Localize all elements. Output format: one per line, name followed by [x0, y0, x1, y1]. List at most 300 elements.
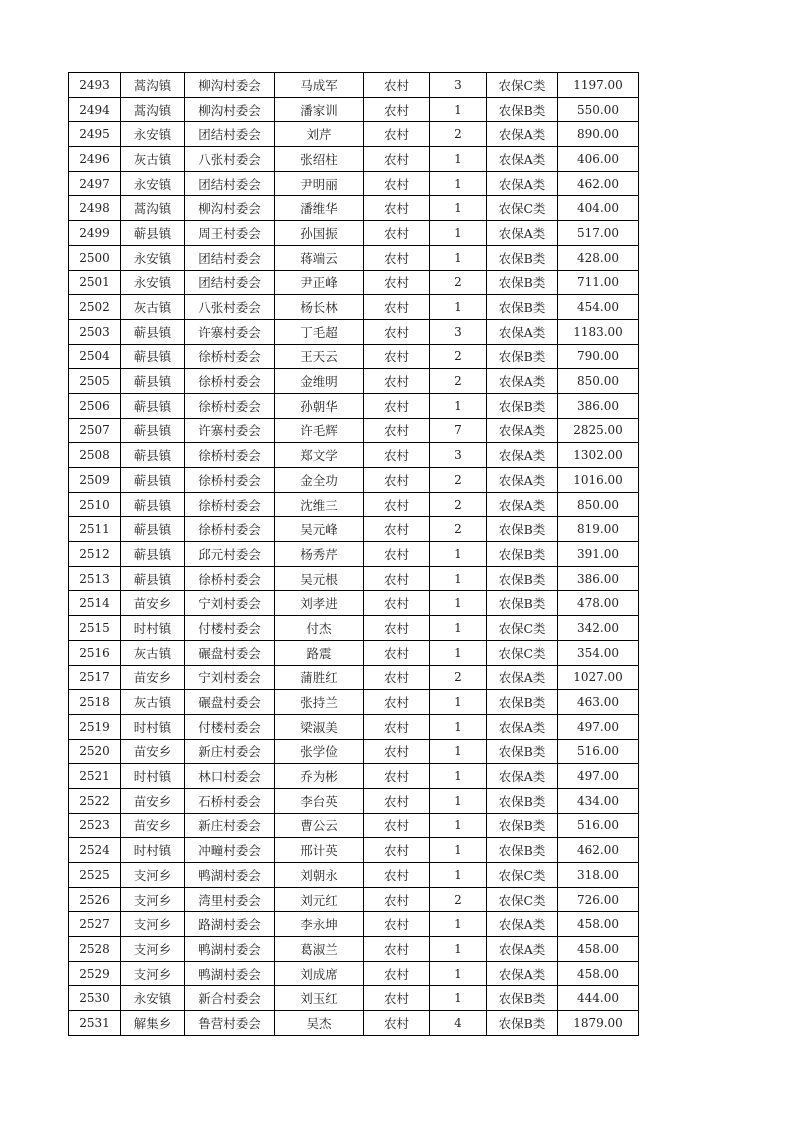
table-row: [69, 270, 639, 295]
amount-cell: 1879.00: [558, 1011, 639, 1036]
amount-cell: 354.00: [558, 640, 639, 665]
person-name-cell: 蒲胜红: [275, 665, 364, 690]
table-row: [69, 690, 639, 715]
amount-cell: 478.00: [558, 591, 639, 616]
table-row: [69, 665, 639, 690]
person-name-cell: 尹正峰: [275, 270, 364, 295]
household-type-cell: 农村: [364, 492, 430, 517]
person-name-cell: 付杰: [275, 616, 364, 641]
household-type-cell: 农村: [364, 542, 430, 567]
amount-cell: 550.00: [558, 97, 639, 122]
family-size-cell: 1: [430, 937, 487, 962]
family-size-cell: 1: [430, 221, 487, 246]
family-size-cell: 1: [430, 566, 487, 591]
row-number-cell: 2493: [69, 73, 121, 98]
town-cell: 支河乡: [121, 887, 185, 912]
person-name-cell: 杨秀芹: [275, 542, 364, 567]
person-name-cell: 刘孝进: [275, 591, 364, 616]
household-type-cell: 农村: [364, 838, 430, 863]
town-cell: 苗安乡: [121, 813, 185, 838]
village-committee-cell: 徐桥村委会: [185, 393, 275, 418]
amount-cell: 1027.00: [558, 665, 639, 690]
family-size-cell: 1: [430, 147, 487, 172]
household-type-cell: 农村: [364, 616, 430, 641]
table-row: [69, 418, 639, 443]
family-size-cell: 1: [430, 714, 487, 739]
town-cell: 蕲县镇: [121, 492, 185, 517]
village-committee-cell: 湾里村委会: [185, 887, 275, 912]
table-row: [69, 73, 639, 98]
person-name-cell: 刘元红: [275, 887, 364, 912]
family-size-cell: 1: [430, 863, 487, 888]
town-cell: 永安镇: [121, 986, 185, 1011]
amount-cell: 458.00: [558, 961, 639, 986]
family-size-cell: 4: [430, 1011, 487, 1036]
amount-cell: 790.00: [558, 344, 639, 369]
village-committee-cell: 团结村委会: [185, 171, 275, 196]
family-size-cell: 1: [430, 393, 487, 418]
town-cell: 苗安乡: [121, 739, 185, 764]
village-committee-cell: 许寨村委会: [185, 418, 275, 443]
town-cell: 蒿沟镇: [121, 73, 185, 98]
insurance-category-cell: 农保C类: [487, 640, 558, 665]
village-committee-cell: 邱元村委会: [185, 542, 275, 567]
person-name-cell: 刘芹: [275, 122, 364, 147]
row-number-cell: 2501: [69, 270, 121, 295]
family-size-cell: 1: [430, 245, 487, 270]
person-name-cell: 张学俭: [275, 739, 364, 764]
table-row: [69, 912, 639, 937]
row-number-cell: 2497: [69, 171, 121, 196]
household-type-cell: 农村: [364, 221, 430, 246]
person-name-cell: 葛淑兰: [275, 937, 364, 962]
table-row: [69, 443, 639, 468]
village-committee-cell: 徐桥村委会: [185, 344, 275, 369]
person-name-cell: 路震: [275, 640, 364, 665]
row-number-cell: 2517: [69, 665, 121, 690]
table-row: [69, 517, 639, 542]
insurance-category-cell: 农保A类: [487, 221, 558, 246]
household-type-cell: 农村: [364, 443, 430, 468]
household-type-cell: 农村: [364, 270, 430, 295]
town-cell: 灰古镇: [121, 690, 185, 715]
household-type-cell: 农村: [364, 369, 430, 394]
town-cell: 苗安乡: [121, 591, 185, 616]
household-type-cell: 农村: [364, 813, 430, 838]
household-type-cell: 农村: [364, 986, 430, 1011]
village-committee-cell: 柳沟村委会: [185, 196, 275, 221]
family-size-cell: 1: [430, 961, 487, 986]
town-cell: 蕲县镇: [121, 221, 185, 246]
household-type-cell: 农村: [364, 764, 430, 789]
village-committee-cell: 付楼村委会: [185, 714, 275, 739]
household-type-cell: 农村: [364, 393, 430, 418]
family-size-cell: 1: [430, 813, 487, 838]
village-committee-cell: 柳沟村委会: [185, 73, 275, 98]
table-row: [69, 369, 639, 394]
insurance-category-cell: 农保B类: [487, 1011, 558, 1036]
row-number-cell: 2520: [69, 739, 121, 764]
family-size-cell: 1: [430, 640, 487, 665]
person-name-cell: 蒋端云: [275, 245, 364, 270]
household-type-cell: 农村: [364, 418, 430, 443]
table-row: [69, 122, 639, 147]
household-type-cell: 农村: [364, 961, 430, 986]
amount-cell: 497.00: [558, 764, 639, 789]
insurance-category-cell: 农保A类: [487, 418, 558, 443]
town-cell: 蕲县镇: [121, 542, 185, 567]
town-cell: 蕲县镇: [121, 319, 185, 344]
family-size-cell: 3: [430, 319, 487, 344]
person-name-cell: 刘玉红: [275, 986, 364, 1011]
table-row: [69, 714, 639, 739]
insurance-category-cell: 农保B类: [487, 97, 558, 122]
insurance-category-cell: 农保B类: [487, 270, 558, 295]
insurance-category-cell: 农保A类: [487, 492, 558, 517]
person-name-cell: 金全功: [275, 468, 364, 493]
village-committee-cell: 石桥村委会: [185, 788, 275, 813]
row-number-cell: 2519: [69, 714, 121, 739]
table-row: [69, 344, 639, 369]
person-name-cell: 沈维三: [275, 492, 364, 517]
town-cell: 苗安乡: [121, 788, 185, 813]
amount-cell: 1183.00: [558, 319, 639, 344]
amount-cell: 386.00: [558, 393, 639, 418]
amount-cell: 428.00: [558, 245, 639, 270]
amount-cell: 444.00: [558, 986, 639, 1011]
table-row: [69, 468, 639, 493]
row-number-cell: 2495: [69, 122, 121, 147]
row-number-cell: 2525: [69, 863, 121, 888]
person-name-cell: 丁毛超: [275, 319, 364, 344]
insurance-category-cell: 农保A类: [487, 369, 558, 394]
amount-cell: 318.00: [558, 863, 639, 888]
row-number-cell: 2510: [69, 492, 121, 517]
row-number-cell: 2531: [69, 1011, 121, 1036]
town-cell: 灰古镇: [121, 295, 185, 320]
village-committee-cell: 碾盘村委会: [185, 640, 275, 665]
row-number-cell: 2528: [69, 937, 121, 962]
row-number-cell: 2512: [69, 542, 121, 567]
insurance-category-cell: 农保B类: [487, 566, 558, 591]
row-number-cell: 2498: [69, 196, 121, 221]
village-committee-cell: 徐桥村委会: [185, 517, 275, 542]
beneficiary-table: [68, 72, 639, 1036]
village-committee-cell: 新庄村委会: [185, 813, 275, 838]
amount-cell: 462.00: [558, 838, 639, 863]
town-cell: 支河乡: [121, 912, 185, 937]
person-name-cell: 尹明丽: [275, 171, 364, 196]
household-type-cell: 农村: [364, 245, 430, 270]
row-number-cell: 2514: [69, 591, 121, 616]
table-row: [69, 591, 639, 616]
insurance-category-cell: 农保C类: [487, 616, 558, 641]
household-type-cell: 农村: [364, 665, 430, 690]
table-row: [69, 616, 639, 641]
amount-cell: 517.00: [558, 221, 639, 246]
village-committee-cell: 宁刘村委会: [185, 591, 275, 616]
person-name-cell: 许毛辉: [275, 418, 364, 443]
row-number-cell: 2494: [69, 97, 121, 122]
family-size-cell: 7: [430, 418, 487, 443]
person-name-cell: 郑文学: [275, 443, 364, 468]
amount-cell: 890.00: [558, 122, 639, 147]
row-number-cell: 2511: [69, 517, 121, 542]
person-name-cell: 张绍柱: [275, 147, 364, 172]
town-cell: 时村镇: [121, 838, 185, 863]
row-number-cell: 2523: [69, 813, 121, 838]
town-cell: 支河乡: [121, 961, 185, 986]
table-row: [69, 319, 639, 344]
household-type-cell: 农村: [364, 468, 430, 493]
amount-cell: 406.00: [558, 147, 639, 172]
insurance-category-cell: 农保B类: [487, 344, 558, 369]
household-type-cell: 农村: [364, 566, 430, 591]
household-type-cell: 农村: [364, 887, 430, 912]
town-cell: 灰古镇: [121, 640, 185, 665]
household-type-cell: 农村: [364, 690, 430, 715]
insurance-category-cell: 农保B类: [487, 813, 558, 838]
village-committee-cell: 团结村委会: [185, 270, 275, 295]
amount-cell: 463.00: [558, 690, 639, 715]
insurance-category-cell: 农保A类: [487, 714, 558, 739]
row-number-cell: 2505: [69, 369, 121, 394]
family-size-cell: 1: [430, 838, 487, 863]
table-row: [69, 863, 639, 888]
amount-cell: 516.00: [558, 739, 639, 764]
row-number-cell: 2508: [69, 443, 121, 468]
insurance-category-cell: 农保C类: [487, 196, 558, 221]
family-size-cell: 1: [430, 295, 487, 320]
amount-cell: 434.00: [558, 788, 639, 813]
family-size-cell: 2: [430, 517, 487, 542]
amount-cell: 1016.00: [558, 468, 639, 493]
table-row: [69, 97, 639, 122]
insurance-category-cell: 农保A类: [487, 961, 558, 986]
amount-cell: 711.00: [558, 270, 639, 295]
village-committee-cell: 鸭湖村委会: [185, 937, 275, 962]
family-size-cell: 2: [430, 665, 487, 690]
village-committee-cell: 碾盘村委会: [185, 690, 275, 715]
person-name-cell: 邢计英: [275, 838, 364, 863]
table-row: [69, 764, 639, 789]
table-row: [69, 295, 639, 320]
town-cell: 蕲县镇: [121, 443, 185, 468]
town-cell: 永安镇: [121, 122, 185, 147]
village-committee-cell: 徐桥村委会: [185, 369, 275, 394]
insurance-category-cell: 农保A类: [487, 171, 558, 196]
amount-cell: 391.00: [558, 542, 639, 567]
amount-cell: 2825.00: [558, 418, 639, 443]
amount-cell: 726.00: [558, 887, 639, 912]
insurance-category-cell: 农保B类: [487, 788, 558, 813]
row-number-cell: 2504: [69, 344, 121, 369]
amount-cell: 386.00: [558, 566, 639, 591]
insurance-category-cell: 农保A类: [487, 764, 558, 789]
person-name-cell: 孙朝华: [275, 393, 364, 418]
table-row: [69, 393, 639, 418]
household-type-cell: 农村: [364, 640, 430, 665]
family-size-cell: 1: [430, 739, 487, 764]
town-cell: 时村镇: [121, 616, 185, 641]
family-size-cell: 2: [430, 344, 487, 369]
row-number-cell: 2524: [69, 838, 121, 863]
family-size-cell: 1: [430, 912, 487, 937]
row-number-cell: 2502: [69, 295, 121, 320]
amount-cell: 458.00: [558, 912, 639, 937]
town-cell: 永安镇: [121, 245, 185, 270]
row-number-cell: 2521: [69, 764, 121, 789]
table-row: [69, 542, 639, 567]
family-size-cell: 2: [430, 492, 487, 517]
family-size-cell: 3: [430, 443, 487, 468]
village-committee-cell: 新合村委会: [185, 986, 275, 1011]
row-number-cell: 2499: [69, 221, 121, 246]
insurance-category-cell: 农保B类: [487, 986, 558, 1011]
insurance-category-cell: 农保B类: [487, 295, 558, 320]
insurance-category-cell: 农保B类: [487, 838, 558, 863]
household-type-cell: 农村: [364, 912, 430, 937]
household-type-cell: 农村: [364, 295, 430, 320]
person-name-cell: 潘维华: [275, 196, 364, 221]
household-type-cell: 农村: [364, 517, 430, 542]
town-cell: 蕲县镇: [121, 369, 185, 394]
town-cell: 蕲县镇: [121, 468, 185, 493]
village-committee-cell: 徐桥村委会: [185, 468, 275, 493]
table-row: [69, 739, 639, 764]
insurance-category-cell: 农保C类: [487, 73, 558, 98]
village-committee-cell: 徐桥村委会: [185, 443, 275, 468]
amount-cell: 342.00: [558, 616, 639, 641]
table-row: [69, 171, 639, 196]
household-type-cell: 农村: [364, 196, 430, 221]
table-row: [69, 245, 639, 270]
insurance-category-cell: 农保C类: [487, 887, 558, 912]
household-type-cell: 农村: [364, 122, 430, 147]
row-number-cell: 2496: [69, 147, 121, 172]
person-name-cell: 金维明: [275, 369, 364, 394]
household-type-cell: 农村: [364, 937, 430, 962]
row-number-cell: 2529: [69, 961, 121, 986]
person-name-cell: 马成军: [275, 73, 364, 98]
family-size-cell: 1: [430, 171, 487, 196]
row-number-cell: 2506: [69, 393, 121, 418]
amount-cell: 819.00: [558, 517, 639, 542]
table-row: [69, 196, 639, 221]
insurance-category-cell: 农保A类: [487, 319, 558, 344]
amount-cell: 1197.00: [558, 73, 639, 98]
town-cell: 时村镇: [121, 714, 185, 739]
insurance-category-cell: 农保A类: [487, 665, 558, 690]
insurance-category-cell: 农保B类: [487, 393, 558, 418]
insurance-category-cell: 农保B类: [487, 739, 558, 764]
row-number-cell: 2513: [69, 566, 121, 591]
amount-cell: 1302.00: [558, 443, 639, 468]
person-name-cell: 李永坤: [275, 912, 364, 937]
household-type-cell: 农村: [364, 714, 430, 739]
amount-cell: 850.00: [558, 369, 639, 394]
table-row: [69, 986, 639, 1011]
table-row: [69, 566, 639, 591]
town-cell: 时村镇: [121, 764, 185, 789]
table-row: [69, 937, 639, 962]
town-cell: 蕲县镇: [121, 418, 185, 443]
row-number-cell: 2527: [69, 912, 121, 937]
insurance-category-cell: 农保B类: [487, 517, 558, 542]
village-committee-cell: 鸭湖村委会: [185, 863, 275, 888]
insurance-category-cell: 农保A类: [487, 912, 558, 937]
town-cell: 支河乡: [121, 937, 185, 962]
amount-cell: 497.00: [558, 714, 639, 739]
insurance-category-cell: 农保B类: [487, 245, 558, 270]
family-size-cell: 1: [430, 788, 487, 813]
town-cell: 蕲县镇: [121, 517, 185, 542]
household-type-cell: 农村: [364, 788, 430, 813]
person-name-cell: 刘成席: [275, 961, 364, 986]
village-committee-cell: 八张村委会: [185, 295, 275, 320]
family-size-cell: 1: [430, 764, 487, 789]
village-committee-cell: 八张村委会: [185, 147, 275, 172]
amount-cell: 404.00: [558, 196, 639, 221]
town-cell: 苗安乡: [121, 665, 185, 690]
household-type-cell: 农村: [364, 739, 430, 764]
person-name-cell: 吴元峰: [275, 517, 364, 542]
table-row: [69, 788, 639, 813]
table-row: [69, 492, 639, 517]
town-cell: 永安镇: [121, 270, 185, 295]
person-name-cell: 刘朝永: [275, 863, 364, 888]
insurance-category-cell: 农保A类: [487, 147, 558, 172]
insurance-category-cell: 农保A类: [487, 122, 558, 147]
family-size-cell: 2: [430, 270, 487, 295]
insurance-category-cell: 农保A类: [487, 443, 558, 468]
family-size-cell: 1: [430, 542, 487, 567]
village-committee-cell: 鲁营村委会: [185, 1011, 275, 1036]
person-name-cell: 孙国振: [275, 221, 364, 246]
family-size-cell: 1: [430, 97, 487, 122]
town-cell: 蒿沟镇: [121, 196, 185, 221]
village-committee-cell: 新庄村委会: [185, 739, 275, 764]
town-cell: 支河乡: [121, 863, 185, 888]
household-type-cell: 农村: [364, 863, 430, 888]
village-committee-cell: 许寨村委会: [185, 319, 275, 344]
row-number-cell: 2503: [69, 319, 121, 344]
insurance-category-cell: 农保A类: [487, 468, 558, 493]
village-committee-cell: 宁刘村委会: [185, 665, 275, 690]
town-cell: 蕲县镇: [121, 344, 185, 369]
table-body: [69, 73, 639, 1036]
person-name-cell: 乔为彬: [275, 764, 364, 789]
amount-cell: 458.00: [558, 937, 639, 962]
village-committee-cell: 林口村委会: [185, 764, 275, 789]
family-size-cell: 2: [430, 122, 487, 147]
row-number-cell: 2516: [69, 640, 121, 665]
family-size-cell: 2: [430, 369, 487, 394]
household-type-cell: 农村: [364, 73, 430, 98]
household-type-cell: 农村: [364, 171, 430, 196]
row-number-cell: 2518: [69, 690, 121, 715]
insurance-category-cell: 农保B类: [487, 690, 558, 715]
family-size-cell: 1: [430, 591, 487, 616]
village-committee-cell: 徐桥村委会: [185, 566, 275, 591]
table-row: [69, 221, 639, 246]
family-size-cell: 2: [430, 468, 487, 493]
table-row: [69, 838, 639, 863]
village-committee-cell: 团结村委会: [185, 122, 275, 147]
household-type-cell: 农村: [364, 97, 430, 122]
table-row: [69, 961, 639, 986]
person-name-cell: 吴元根: [275, 566, 364, 591]
